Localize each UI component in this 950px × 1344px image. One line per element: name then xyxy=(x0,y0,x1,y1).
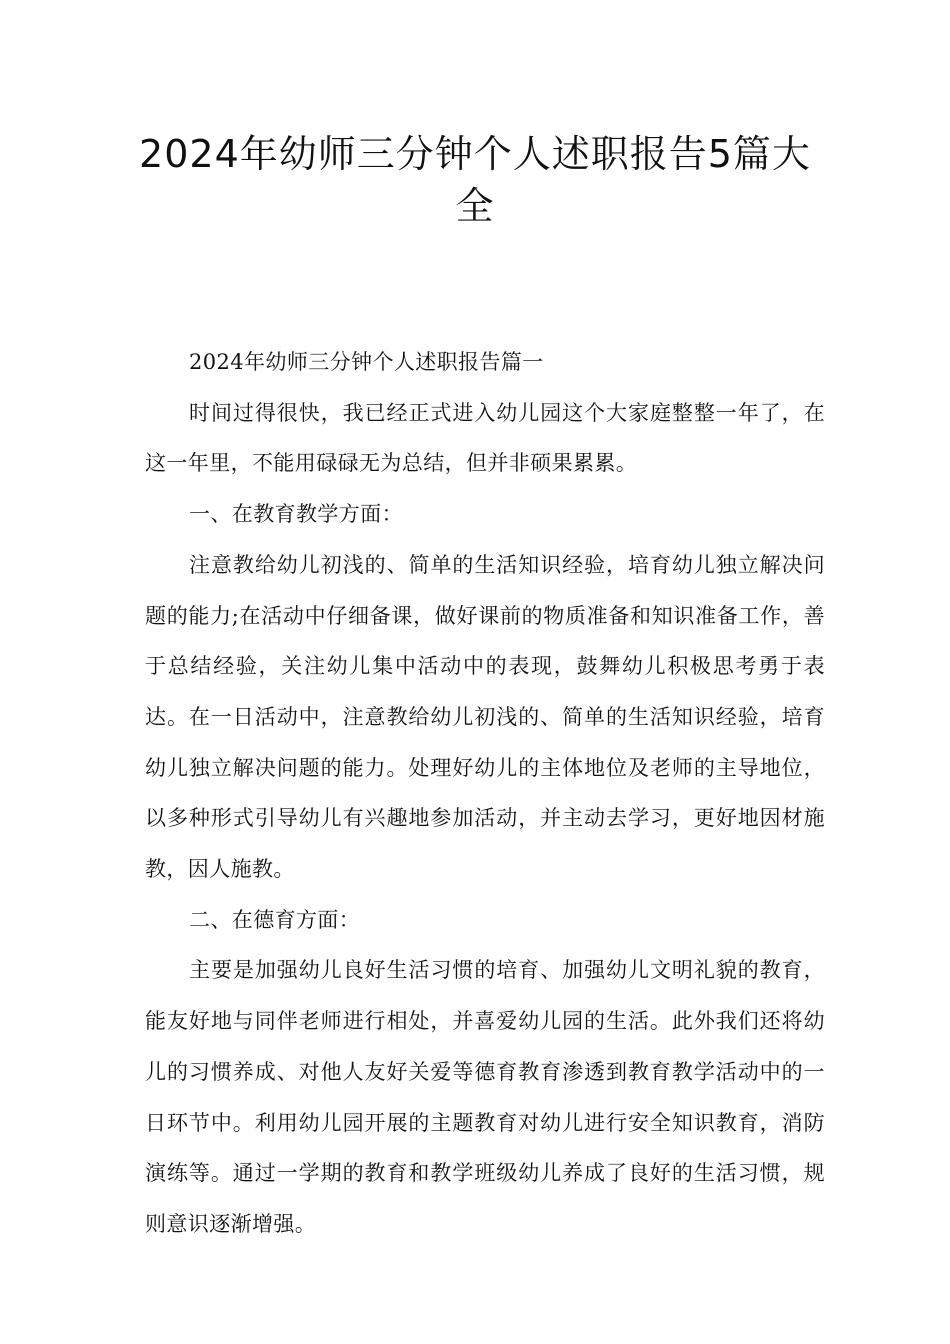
section-heading-part-one: 2024年幼师三分钟个人述职报告篇一 xyxy=(189,350,544,374)
section-heading-moral-education: 二、在德育方面： xyxy=(189,907,361,932)
paragraph-teaching: 注意教给幼儿初浅的、简单的生活知识经验，培育幼儿独立解决问题的能力;在活动中仔细备课，做好课前的物质准备和知识准备工作，善于总结经验，关注幼儿集中活动中的表现，鼓舞幼儿积极思考勇于表达。在一日活动中，注意教给幼儿初浅的、简单的生活知识经验，培育幼儿独立解决问题的能力。处理好幼儿的主体地位及老师的主导地位，以多种形式引导幼儿有兴趣地参加活动，并主动去学习，更好地因材施教，因人施教。 xyxy=(145,552,825,882)
paragraph-moral-education: 主要是加强幼儿良好生活习惯的培育、加强幼儿文明礼貌的教育，能友好地与同伴老师进行相处，并喜爱幼儿园的生活。此外我们还将幼儿的习惯养成、对他人友好关爱等德育教育渗透到教育教学活动中的一日环节中。利用幼儿园开展的主题教育对幼儿进行安全知识教育，消防演练等。通过一学期的教育和教学班级幼儿养成了良好的生活习惯，规则意识逐渐增强。 xyxy=(145,958,825,1236)
paragraph-intro: 时间过得很快，我已经正式进入幼儿园这个大家庭整整一年了，在这一年里，不能用碌碌无为总结，但并非硕果累累。 xyxy=(145,400,825,476)
section-heading-teaching: 一、在教育教学方面： xyxy=(189,502,403,527)
document-title: 2024年幼师三分钟个人述职报告5篇大全 xyxy=(139,132,811,228)
document-body xyxy=(145,337,825,1250)
